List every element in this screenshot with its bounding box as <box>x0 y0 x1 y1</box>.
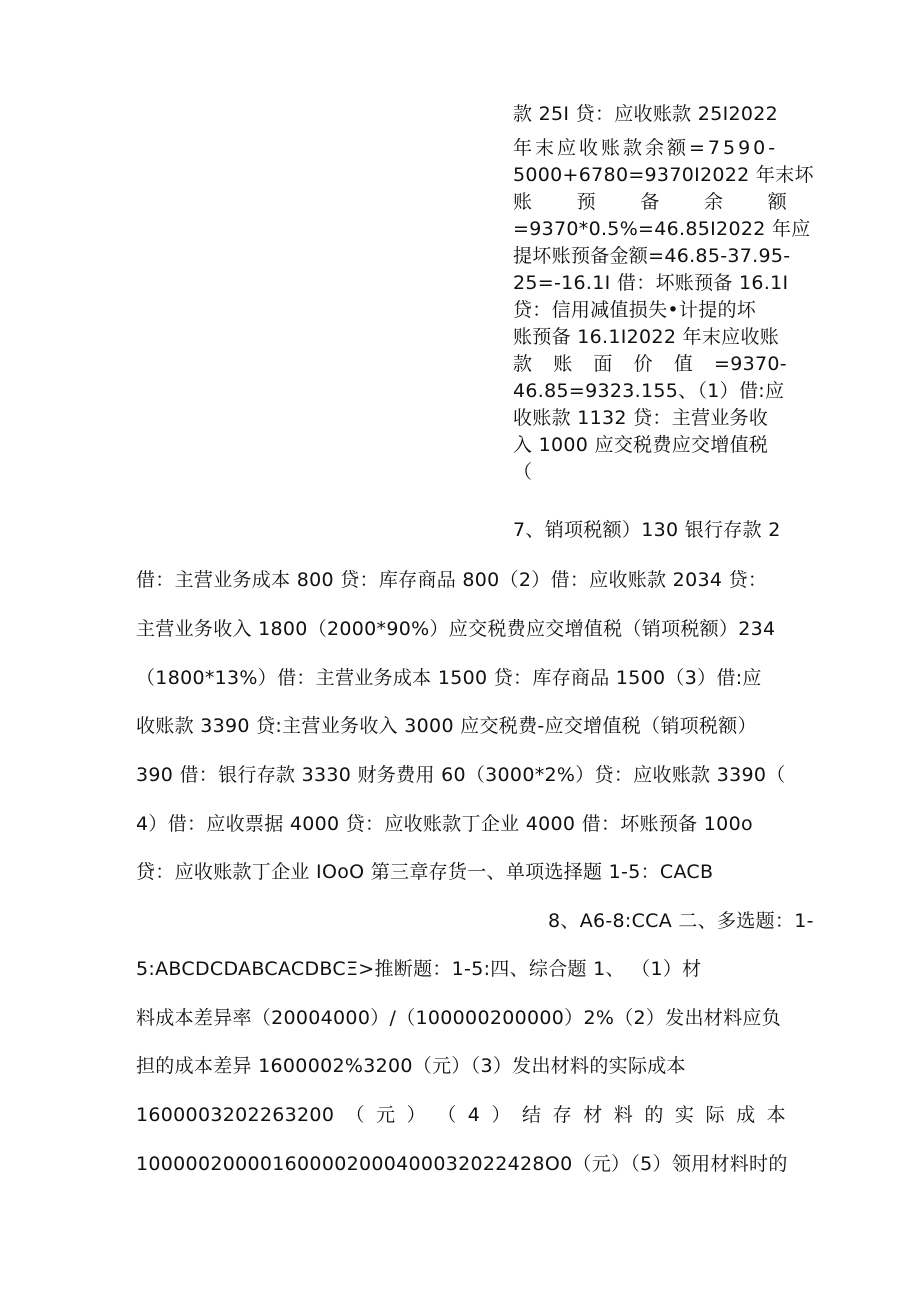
text-line: 年末应收账款余额=7590- <box>513 137 779 159</box>
text-line: 账 预 备 余 额 <box>513 191 787 213</box>
text-line: 25=-16.1I 借：坏账预备 16.1I <box>513 272 789 294</box>
text-line: 主营业务收入 1800（2000*90%）应交税费应交增值税（销项税额）234 <box>136 618 776 640</box>
text-line: 料成本差异率（20004000）/（100000200000）2%（2）发出材料应负 <box>136 1007 781 1029</box>
text-line: 5000+6780=9370I2022 年末坏 <box>513 164 814 186</box>
text-line: 入 1000 应交税费应交增值税 <box>513 434 769 456</box>
text-line: （1800*13%）借：主营业务成本 1500 贷：库存商品 1500（3）借:应 <box>136 667 762 689</box>
text-line: 8、A6-8:CCA 二、多选题：1- <box>548 910 814 932</box>
text-line: 账预备 16.1I2022 年末应收账 <box>513 326 780 348</box>
text-line: 4）借：应收票据 4000 贷：应收账款丁企业 4000 借：坏账预备 100o <box>136 813 753 835</box>
text-line: 担的成本差异 1600002%3200（元）（3）发出材料的实际成本 <box>136 1055 686 1077</box>
text-line: 390 借：银行存款 3330 财务费用 60（3000*2%）贷：应收账款 3390（ <box>136 764 786 786</box>
text-line: 7、销项税额）130 银行存款 2 <box>513 519 781 541</box>
text-line: 借：主营业务成本 800 贷：库存商品 800（2）借：应收账款 2034 贷： <box>136 569 768 591</box>
text-line: 100000200001600002000400032022428O0（元）（5）领用材料时的 <box>136 1153 788 1175</box>
text-line: 收账款 3390 贷:主营业务收入 3000 应交税费-应交增值税（销项税额） <box>136 715 757 737</box>
text-line: 贷：应收账款丁企业 IOoO 第三章存货一、单项选择题 1-5：CACB <box>136 861 714 883</box>
text-line: 款 账 面 价 值 =9370- <box>513 353 787 375</box>
text-line: 提坏账预备金额=46.85-37.95- <box>513 245 791 267</box>
text-line: 款 25I 贷：应收账款 25I2022 <box>513 103 779 125</box>
text-line: 1600003202263200 （ 元 ） （ 4 ） 结 存 材 料 的 实 际 成 本 <box>136 1104 786 1126</box>
text-line: （ <box>513 461 533 483</box>
text-line: 5:ABCDCDABCACDBCΞ>推断题：1-5:四、综合题 1、 （1）材 <box>136 958 702 980</box>
text-line: 46.85=9323.155、（1）借:应 <box>513 380 785 402</box>
text-line: 收账款 1132 贷：主营业务收 <box>513 407 769 429</box>
text-line: =9370*0.5%=46.85I2022 年应 <box>513 218 811 240</box>
text-line: 贷：信用减值损失•计提的坏 <box>513 299 757 321</box>
